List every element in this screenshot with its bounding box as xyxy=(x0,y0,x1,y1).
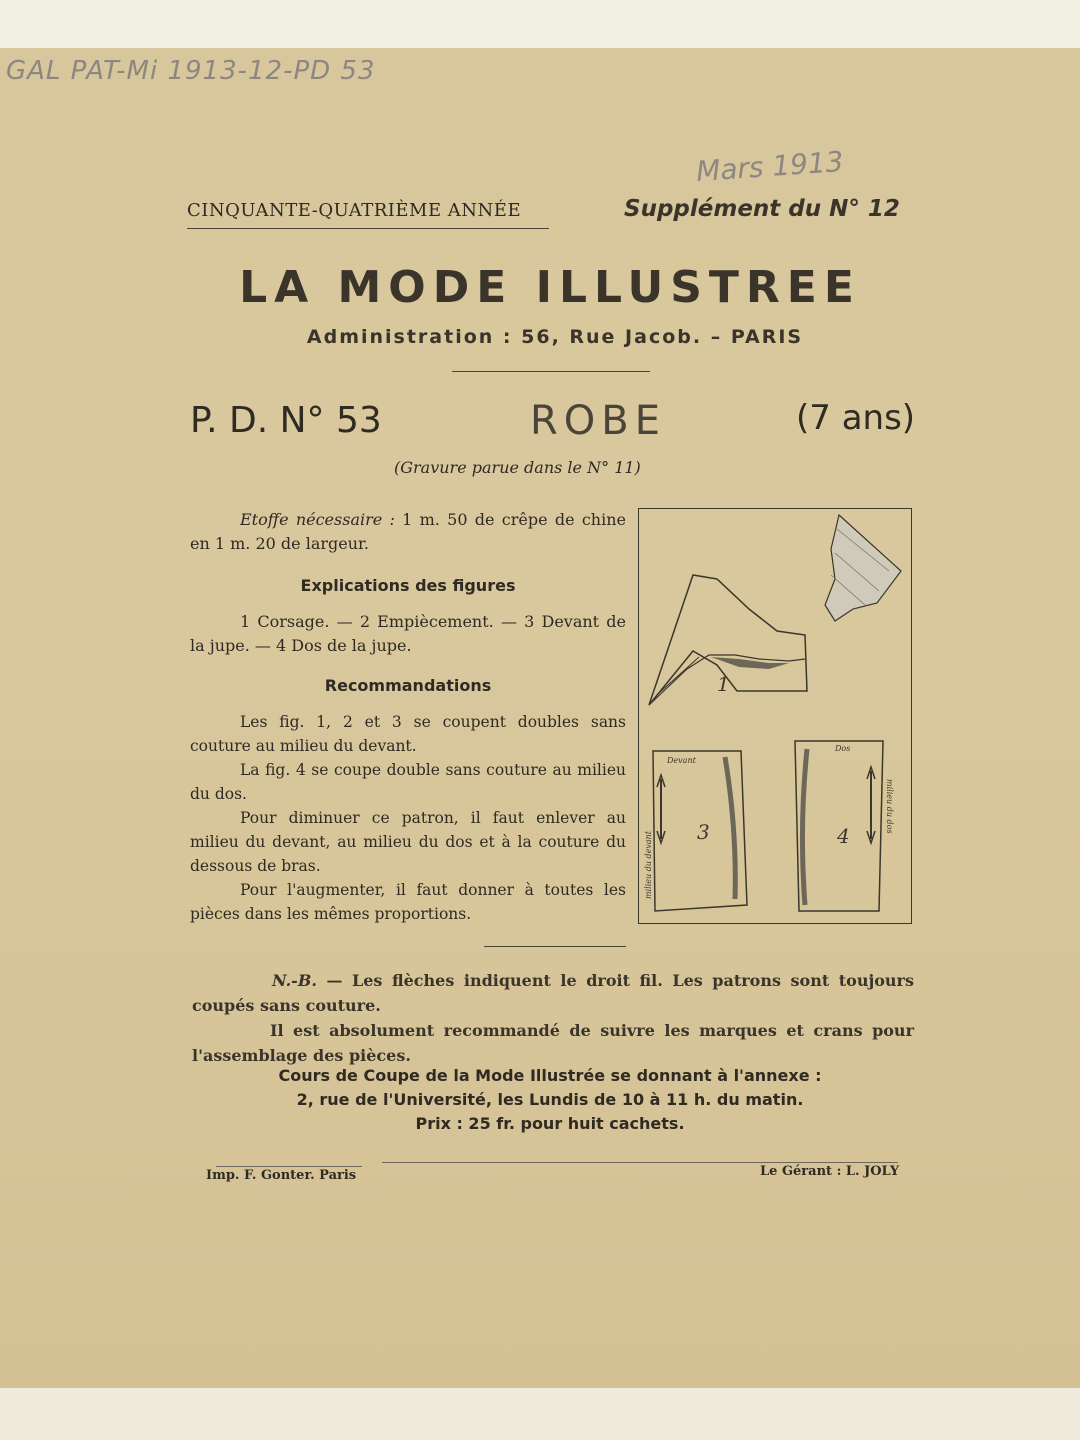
course-price: Prix : 25 fr. pour huit cachets. xyxy=(415,1114,685,1133)
year-label: CINQUANTE-QUATRIÈME ANNÉE xyxy=(187,200,522,221)
supplement-label: Supplément du N° 12 xyxy=(624,196,900,222)
scan-background xyxy=(0,1388,1080,1440)
figure-4-top-label: Dos xyxy=(835,744,851,753)
nb-note xyxy=(192,968,914,1018)
nb-label: N.-B. xyxy=(272,971,317,990)
handwritten-date: Mars 1913 xyxy=(695,144,845,189)
pattern-figures xyxy=(638,508,912,924)
recommendation-paragraph: La fig. 4 se coupe double sans couture au milieu du dos. xyxy=(190,761,626,803)
recommendation-paragraph: Pour diminuer ce patron, il faut enlever au milieu du devant, au milieu du dos et à la couture du dessous de bras. xyxy=(190,809,626,875)
course-line-1: Cours de Coupe de la Mode Illustrée se donnant à l'annexe : xyxy=(278,1066,822,1085)
figure-1-label: 1 xyxy=(717,672,730,696)
milieu-dos-label: milieu du dos xyxy=(885,779,894,834)
pattern-figures-drawing xyxy=(639,509,911,923)
footer-rule-right xyxy=(382,1162,898,1163)
footer-rule-left xyxy=(216,1166,362,1167)
printer-credit: Imp. F. Gonter. Paris xyxy=(206,1168,357,1183)
figure-3-label: 3 xyxy=(697,820,710,844)
recommendation-paragraph: Pour l'augmenter, il faut donner à toutes les pièces dans les mêmes proportions. xyxy=(190,881,626,923)
engraving-note: (Gravure parue dans le N° 11) xyxy=(394,458,641,477)
masthead-divider xyxy=(452,371,650,372)
milieu-devant-label: milieu du devant xyxy=(644,830,653,899)
figure-3-top-label: Devant xyxy=(667,756,696,765)
fabric-requirement xyxy=(190,508,626,556)
pattern-age: (7 ans) xyxy=(796,398,916,438)
magazine-title: LA MODE ILLUSTREE xyxy=(239,262,861,313)
manager-credit: Le Gérant : L. JOLY xyxy=(760,1164,900,1179)
nb-text: — Les flèches indiquent le droit fil. Les patrons sont toujours coupés sans couture. xyxy=(192,971,914,1015)
pattern-number: P. D. N° 53 xyxy=(190,400,382,441)
recommendations-body xyxy=(190,710,626,926)
pattern-name: ROBE xyxy=(530,398,666,444)
figure-2-yoke xyxy=(825,515,901,621)
year-underline xyxy=(187,228,549,229)
explanations-heading: Explications des figures xyxy=(300,576,516,595)
notes-divider xyxy=(484,946,626,947)
assembly-recommendation: Il est absolument recommandé de suivre les marques et crans pour l'assemblage des pièces. xyxy=(192,1021,914,1065)
fabric-label: Etoffe nécessaire : xyxy=(240,510,395,529)
explanations-text: 1 Corsage. — 2 Empiècement. — 3 Devant de la jupe. — 4 Dos de la jupe. xyxy=(190,612,626,655)
recommendations-heading: Recommandations xyxy=(324,676,492,695)
fabric-text: 1 m. 50 de crêpe de chine en 1 m. 20 de largeur. xyxy=(190,510,626,553)
figure-4-label: 4 xyxy=(837,824,850,848)
course-line-2: 2, rue de l'Université, les Lundis de 10 à 11 h. du matin. xyxy=(296,1090,804,1109)
archive-reference: GAL PAT-Mi 1913-12-PD 53 xyxy=(6,56,376,86)
administration-address: Administration : 56, Rue Jacob. – PARIS xyxy=(306,326,804,348)
recommendation-paragraph: Les fig. 1, 2 et 3 se coupent doubles sans couture au milieu du devant. xyxy=(190,713,626,755)
